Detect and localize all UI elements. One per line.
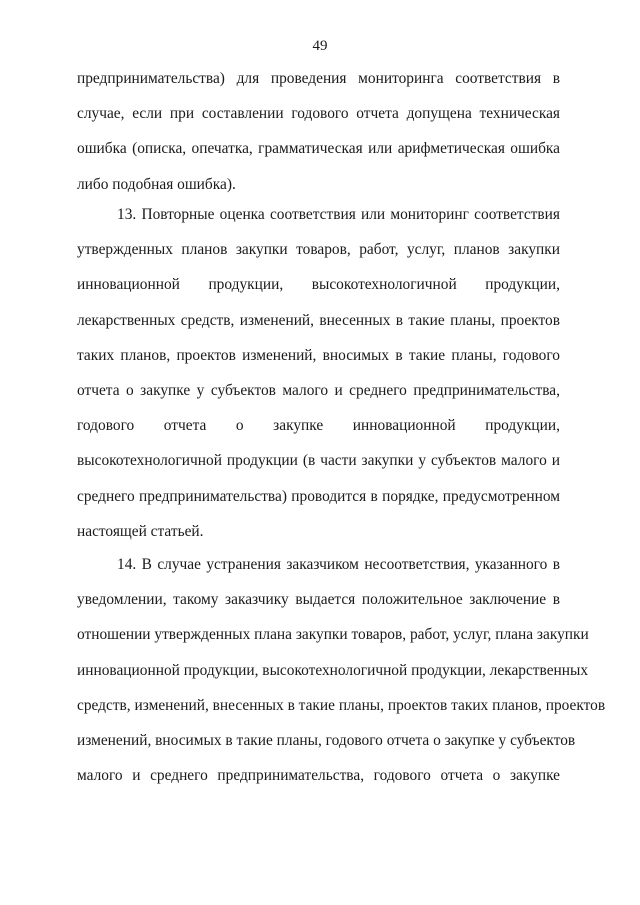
text-line: утвержденных планов закупки товаров, работ, услуг, планов закупки (77, 241, 560, 259)
text-line: высокотехнологичной продукции (в части закупки у субъектов малого и (77, 452, 560, 470)
text-line: случае, если при составлении годового отчета допущена техническая (77, 105, 560, 123)
text-line: отношении утвержденных плана закупки товаров, работ, услуг, плана закупки (77, 626, 589, 644)
text-line: 13. Повторные оценка соответствия или мониторинг соответствия (117, 206, 560, 223)
text-line: уведомлении, такому заказчику выдается положительное заключение в (77, 591, 560, 609)
text-line: инновационной продукции, высокотехнологичной продукции, лекарственных (77, 661, 589, 679)
text-line: настоящей статьей. (77, 522, 204, 540)
text-line: среднего предпринимательства) проводится в порядке, предусмотренном (77, 487, 560, 505)
text-line: ошибка (описка, опечатка, грамматическая или арифметическая ошибка (77, 140, 560, 158)
text-line: отчета о закупке у субъектов малого и среднего предпринимательства, (77, 382, 560, 399)
text-line: 14. В случае устранения заказчиком несоответствия, указанного в (117, 556, 560, 573)
text-line: годового отчета о закупке инновационной продукции, (77, 417, 560, 435)
text-line: либо подобная ошибка). (77, 175, 236, 193)
text-line: изменений, вносимых в такие планы, годового отчета о закупке у субъектов (77, 732, 576, 749)
text-line: средств, изменений, внесенных в такие планы, проектов таких планов, проектов (77, 696, 606, 714)
text-line: таких планов, проектов изменений, вносимых в такие планы, годового (77, 346, 560, 364)
text-line: малого и среднего предпринимательства, годового отчета о закупке (77, 767, 560, 785)
text-line: инновационной продукции, высокотехнологичной продукции, (77, 276, 560, 294)
text-line: лекарственных средств, изменений, внесенных в такие планы, проектов (77, 311, 560, 329)
text-line: предпринимательства) для проведения мониторинга соответствия в (77, 70, 560, 87)
page-number: 49 (312, 38, 328, 54)
